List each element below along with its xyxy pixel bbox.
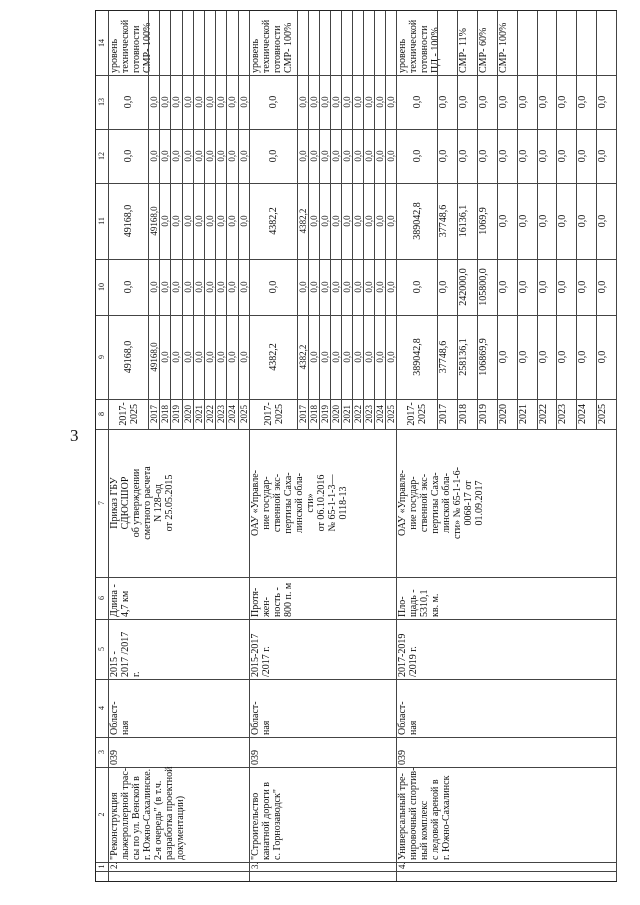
year-cell: 2017 bbox=[298, 405, 308, 423]
column-band-1 bbox=[249, 862, 396, 872]
readiness-cell: СМР- 60% bbox=[477, 27, 489, 73]
amount-cell: 0,0 bbox=[537, 214, 549, 228]
amount-cell: 0,0 bbox=[216, 215, 227, 227]
amount-cell: 0,0 bbox=[342, 215, 352, 227]
project-type: Област- ная bbox=[397, 701, 419, 735]
year-cell: 2021 bbox=[517, 404, 529, 424]
amount-cell: 0,0 bbox=[216, 150, 227, 162]
readiness-cell: СМР- 11% bbox=[457, 28, 469, 73]
column-number: 8 bbox=[97, 412, 106, 416]
year-cell: 2020 bbox=[331, 405, 341, 423]
amount-cell: 0,0 bbox=[331, 281, 341, 293]
amount-cell: 0,0 bbox=[342, 96, 352, 108]
column-number: 5 bbox=[97, 647, 106, 651]
amount-cell: 0,0 bbox=[577, 149, 589, 163]
project-doc: ОАУ «Управле- ние государ- ственной экс- пертизы Саха- линской обла- сти» от 06.10.2016 № 65-1-1-3— 0118-13 bbox=[250, 470, 349, 536]
amount-cell: 0,0 bbox=[375, 351, 385, 363]
amount-cell: 0,0 bbox=[411, 280, 423, 294]
column-number: 4 bbox=[97, 706, 106, 710]
amount-cell: 0,0 bbox=[123, 149, 134, 163]
amount-cell: 0,0 bbox=[182, 281, 193, 293]
year-cell: 2024 bbox=[577, 404, 589, 424]
readiness-cell: уровень технической готовности СМР- 100% bbox=[109, 19, 153, 73]
amount-cell: 0,0 bbox=[537, 95, 549, 109]
amount-cell: 0,0 bbox=[386, 215, 396, 227]
page-number: 3 bbox=[70, 426, 79, 445]
column-band-1 bbox=[108, 862, 249, 872]
column-number: 14 bbox=[97, 39, 106, 47]
amount-cell: 0,0 bbox=[353, 215, 363, 227]
project-period: 2015-2017 /2017 г. bbox=[250, 633, 272, 677]
year-cell: 2017 bbox=[438, 404, 449, 424]
column-number: 6 bbox=[97, 596, 106, 600]
amount-cell: 0,0 bbox=[320, 351, 330, 363]
column-number: 9 bbox=[97, 355, 106, 359]
readiness-cell: уровень технической готовности СМР- 100% bbox=[250, 19, 294, 73]
amount-cell: 0,0 bbox=[123, 280, 134, 294]
amount-cell: 0,0 bbox=[171, 281, 182, 293]
amount-cell: 0,0 bbox=[375, 215, 385, 227]
year-cell: 2022 bbox=[537, 404, 549, 424]
amount-cell: 0,0 bbox=[517, 350, 529, 364]
readiness-cell: уровень технической готовности ПД - 100% bbox=[397, 19, 441, 73]
amount-cell: 0,0 bbox=[577, 280, 589, 294]
amount-cell: 0,0 bbox=[238, 351, 249, 363]
amount-cell: 0,0 bbox=[149, 96, 159, 108]
amount-cell: 0,0 bbox=[331, 351, 341, 363]
year-cell: 2023 bbox=[364, 405, 374, 423]
amount-cell: 49168,0 bbox=[149, 206, 159, 236]
year-cell: 2017 bbox=[149, 405, 159, 423]
amount-cell: 0,0 bbox=[364, 96, 374, 108]
amount-cell: 0,0 bbox=[557, 280, 569, 294]
amount-cell: 0,0 bbox=[149, 281, 159, 293]
project-code: 039 bbox=[397, 750, 408, 765]
amount-cell: 49168,0 bbox=[123, 204, 134, 238]
project-capacity: Пло- щадь - 5310,1 кв. м. bbox=[397, 589, 441, 617]
amount-cell: 0,0 bbox=[457, 95, 469, 109]
amount-cell: 0,0 bbox=[386, 150, 396, 162]
amount-cell: 0,0 bbox=[193, 351, 204, 363]
column-number: 10 bbox=[97, 283, 106, 291]
amount-cell: 0,0 bbox=[309, 215, 319, 227]
column-number: 7 bbox=[97, 501, 106, 505]
amount-cell: 49168,0 bbox=[149, 342, 159, 372]
amount-cell: 0,0 bbox=[597, 280, 609, 294]
amount-cell: 0,0 bbox=[182, 96, 193, 108]
amount-cell: 0,0 bbox=[227, 215, 238, 227]
amount-cell: 4382,2 bbox=[298, 208, 308, 234]
amount-cell: 0,0 bbox=[227, 96, 238, 108]
year-cell: 2021 bbox=[342, 405, 352, 423]
amount-cell: 106869,9 bbox=[477, 338, 489, 376]
year-cell: 2018 bbox=[457, 404, 469, 424]
amount-cell: 4382,2 bbox=[298, 344, 308, 370]
amount-cell: 0,0 bbox=[298, 150, 308, 162]
amount-cell: 0,0 bbox=[160, 215, 171, 227]
amount-cell: 242000,0 bbox=[457, 268, 469, 306]
amount-cell: 0,0 bbox=[375, 96, 385, 108]
amount-cell: 0,0 bbox=[298, 96, 308, 108]
column-number: 2 bbox=[97, 812, 106, 817]
year-cell: 2022 bbox=[205, 405, 215, 423]
amount-cell: 0,0 bbox=[331, 215, 341, 227]
amount-cell: 0,0 bbox=[171, 150, 182, 162]
project-number: 2. bbox=[109, 862, 119, 869]
amount-cell: 0,0 bbox=[577, 95, 589, 109]
amount-cell: 0,0 bbox=[205, 96, 215, 108]
column-number: 3 bbox=[97, 750, 106, 754]
amount-cell: 389042,8 bbox=[411, 338, 423, 376]
column-number: 1 bbox=[97, 864, 106, 869]
amount-cell: 0,0 bbox=[375, 150, 385, 162]
amount-cell: 0,0 bbox=[457, 149, 469, 163]
year-cell: 2021 bbox=[193, 405, 204, 423]
amount-cell: 0,0 bbox=[438, 280, 449, 294]
amount-cell: 0,0 bbox=[238, 281, 249, 293]
amount-cell: 0,0 bbox=[517, 280, 529, 294]
amount-cell: 0,0 bbox=[193, 150, 204, 162]
project-type: Област- ная bbox=[250, 701, 272, 735]
amount-cell: 0,0 bbox=[216, 351, 227, 363]
amount-cell: 0,0 bbox=[160, 96, 171, 108]
amount-cell: 0,0 bbox=[597, 95, 609, 109]
project-block-2 bbox=[108, 11, 250, 881]
amount-cell: 0,0 bbox=[205, 150, 215, 162]
project-period: 2015 - 2017 /2017 г. bbox=[109, 631, 142, 677]
year-cell: 2025 bbox=[597, 404, 609, 424]
amount-cell: 0,0 bbox=[517, 149, 529, 163]
project-name: Универсальный тре- нировочный спортив- ный комплекс с ледовой ареной в г. Южно-Сахалинск bbox=[397, 767, 452, 860]
amount-cell: 37748,6 bbox=[438, 340, 449, 374]
amount-cell: 4382,2 bbox=[268, 207, 279, 235]
amount-cell: 0,0 bbox=[477, 149, 489, 163]
project-number: 3. bbox=[250, 862, 260, 869]
amount-cell: 0,0 bbox=[517, 95, 529, 109]
amount-cell: 0,0 bbox=[438, 95, 449, 109]
amount-cell: 0,0 bbox=[411, 95, 423, 109]
amount-cell: 0,0 bbox=[497, 95, 509, 109]
amount-cell: 0,0 bbox=[193, 96, 204, 108]
amount-cell: 0,0 bbox=[375, 281, 385, 293]
amount-cell: 0,0 bbox=[364, 150, 374, 162]
amount-cell: 0,0 bbox=[537, 149, 549, 163]
project-number: 4. bbox=[397, 862, 407, 869]
amount-cell: 0,0 bbox=[331, 96, 341, 108]
amount-cell: 0,0 bbox=[342, 281, 352, 293]
project-block-4 bbox=[396, 11, 617, 881]
amount-cell: 0,0 bbox=[497, 214, 509, 228]
year-cell: 2019 bbox=[477, 404, 489, 424]
amount-cell: 0,0 bbox=[353, 150, 363, 162]
amount-cell: 0,0 bbox=[227, 281, 238, 293]
year-cell: 2017- 2025 bbox=[406, 402, 428, 426]
column-number: 12 bbox=[97, 152, 106, 160]
amount-cell: 105800,0 bbox=[477, 268, 489, 306]
amount-cell: 0,0 bbox=[342, 351, 352, 363]
year-cell: 2024 bbox=[375, 405, 385, 423]
amount-cell: 0,0 bbox=[149, 150, 159, 162]
amount-cell: 0,0 bbox=[386, 281, 396, 293]
project-period: 2017-2019 /2019 г. bbox=[397, 633, 419, 677]
amount-cell: 0,0 bbox=[193, 281, 204, 293]
amount-cell: 0,0 bbox=[364, 215, 374, 227]
project-name: "Строительство канатной дороги в с. Горнозаводск" bbox=[250, 781, 283, 860]
amount-cell: 0,0 bbox=[182, 215, 193, 227]
amount-cell: 0,0 bbox=[597, 350, 609, 364]
amount-cell: 0,0 bbox=[577, 214, 589, 228]
amount-cell: 0,0 bbox=[216, 96, 227, 108]
year-cell: 2017- 2025 bbox=[117, 402, 140, 426]
amount-cell: 0,0 bbox=[268, 95, 279, 109]
amount-cell: 0,0 bbox=[353, 281, 363, 293]
amount-cell: 49168,0 bbox=[123, 340, 134, 374]
amount-cell: 0,0 bbox=[353, 96, 363, 108]
amount-cell: 0,0 bbox=[227, 150, 238, 162]
amount-cell: 0,0 bbox=[205, 281, 215, 293]
amount-cell: 0,0 bbox=[497, 280, 509, 294]
amount-cell: 0,0 bbox=[171, 96, 182, 108]
amount-cell: 0,0 bbox=[171, 215, 182, 227]
amount-cell: 0,0 bbox=[205, 351, 215, 363]
column-number: 11 bbox=[97, 217, 106, 225]
year-cell: 2020 bbox=[497, 404, 509, 424]
amount-cell: 0,0 bbox=[238, 96, 249, 108]
amount-cell: 0,0 bbox=[309, 281, 319, 293]
amount-cell: 0,0 bbox=[268, 280, 279, 294]
amount-cell: 0,0 bbox=[557, 350, 569, 364]
year-cell: 2020 bbox=[182, 405, 193, 423]
project-type: Област- ная bbox=[109, 701, 131, 735]
amount-cell: 0,0 bbox=[537, 280, 549, 294]
amount-cell: 0,0 bbox=[160, 351, 171, 363]
year-cell: 2025 bbox=[238, 405, 249, 423]
year-cell: 2023 bbox=[557, 404, 569, 424]
year-cell: 2018 bbox=[160, 405, 171, 423]
amount-cell: 0,0 bbox=[320, 150, 330, 162]
project-doc: ОАУ «Управле- ние государ- ственной экс- пертизы Саха- линской обла- сти» № 65-1-1-6- 0068-17 от 01.09.2017 bbox=[397, 466, 485, 540]
amount-cell: 0,0 bbox=[309, 351, 319, 363]
amount-cell: 0,0 bbox=[193, 215, 204, 227]
amount-cell: 0,0 bbox=[364, 281, 374, 293]
amount-cell: 0,0 bbox=[342, 150, 352, 162]
amount-cell: 0,0 bbox=[497, 149, 509, 163]
amount-cell: 0,0 bbox=[227, 351, 238, 363]
amount-cell: 37748,6 bbox=[438, 204, 449, 238]
year-cell: 2023 bbox=[216, 405, 227, 423]
year-cell: 2025 bbox=[386, 405, 396, 423]
amount-cell: 0,0 bbox=[411, 149, 423, 163]
amount-cell: 0,0 bbox=[497, 350, 509, 364]
amount-cell: 0,0 bbox=[557, 214, 569, 228]
amount-cell: 0,0 bbox=[123, 95, 134, 109]
amount-cell: 0,0 bbox=[160, 281, 171, 293]
amount-cell: 0,0 bbox=[238, 150, 249, 162]
project-doc: Приказ ГБУ СДЮСШОР об утверждении сметного расчета N 128-од от 25.05.2015 bbox=[109, 466, 175, 540]
amount-cell: 0,0 bbox=[298, 281, 308, 293]
amount-cell: 16136,1 bbox=[457, 204, 469, 238]
amount-cell: 1069,9 bbox=[477, 207, 489, 235]
year-cell: 2024 bbox=[227, 405, 238, 423]
amount-cell: 0,0 bbox=[353, 351, 363, 363]
amount-cell: 0,0 bbox=[320, 281, 330, 293]
year-cell: 2017- 2025 bbox=[262, 402, 285, 426]
amount-cell: 0,0 bbox=[517, 214, 529, 228]
amount-cell: 0,0 bbox=[364, 351, 374, 363]
year-cell: 2019 bbox=[320, 405, 330, 423]
amount-cell: 0,0 bbox=[577, 350, 589, 364]
amount-cell: 0,0 bbox=[438, 149, 449, 163]
amount-cell: 0,0 bbox=[182, 351, 193, 363]
readiness-cell: СМР- 100% bbox=[497, 22, 509, 73]
amount-cell: 0,0 bbox=[238, 215, 249, 227]
amount-cell: 0,0 bbox=[160, 150, 171, 162]
amount-cell: 0,0 bbox=[182, 150, 193, 162]
project-block-3 bbox=[249, 11, 397, 881]
project-capacity: Протя- жен- ность - 800 п. м bbox=[250, 582, 294, 617]
amount-cell: 0,0 bbox=[171, 351, 182, 363]
column-band-1 bbox=[396, 862, 616, 872]
amount-cell: 0,0 bbox=[597, 149, 609, 163]
amount-cell: 0,0 bbox=[477, 95, 489, 109]
amount-cell: 0,0 bbox=[386, 351, 396, 363]
capital-projects-table bbox=[95, 10, 617, 882]
year-cell: 2018 bbox=[309, 405, 319, 423]
amount-cell: 0,0 bbox=[557, 149, 569, 163]
amount-cell: 0,0 bbox=[216, 281, 227, 293]
amount-cell: 258136,1 bbox=[457, 338, 469, 376]
year-cell: 2022 bbox=[353, 405, 363, 423]
amount-cell: 0,0 bbox=[320, 96, 330, 108]
project-name: "Реконструкция лыжероллерной трас- сы по ул. Венской в г. Южно-Сахалинске. 2-я очередь" (в т.ч. разработка проектной документации) bbox=[109, 766, 186, 860]
project-capacity: Длина - 4,7 км bbox=[109, 584, 131, 617]
amount-cell: 0,0 bbox=[557, 95, 569, 109]
project-code: 039 bbox=[109, 750, 120, 765]
amount-cell: 0,0 bbox=[309, 150, 319, 162]
year-cell: 2019 bbox=[171, 405, 182, 423]
amount-cell: 0,0 bbox=[309, 96, 319, 108]
amount-cell: 0,0 bbox=[537, 350, 549, 364]
amount-cell: 0,0 bbox=[268, 149, 279, 163]
amount-cell: 0,0 bbox=[331, 150, 341, 162]
amount-cell: 0,0 bbox=[320, 215, 330, 227]
amount-cell: 0,0 bbox=[205, 215, 215, 227]
amount-cell: 389042,8 bbox=[411, 202, 423, 240]
amount-cell: 4382,2 bbox=[268, 343, 279, 371]
project-code: 039 bbox=[250, 750, 261, 765]
amount-cell: 0,0 bbox=[386, 96, 396, 108]
column-number: 13 bbox=[97, 98, 106, 106]
amount-cell: 0,0 bbox=[597, 214, 609, 228]
